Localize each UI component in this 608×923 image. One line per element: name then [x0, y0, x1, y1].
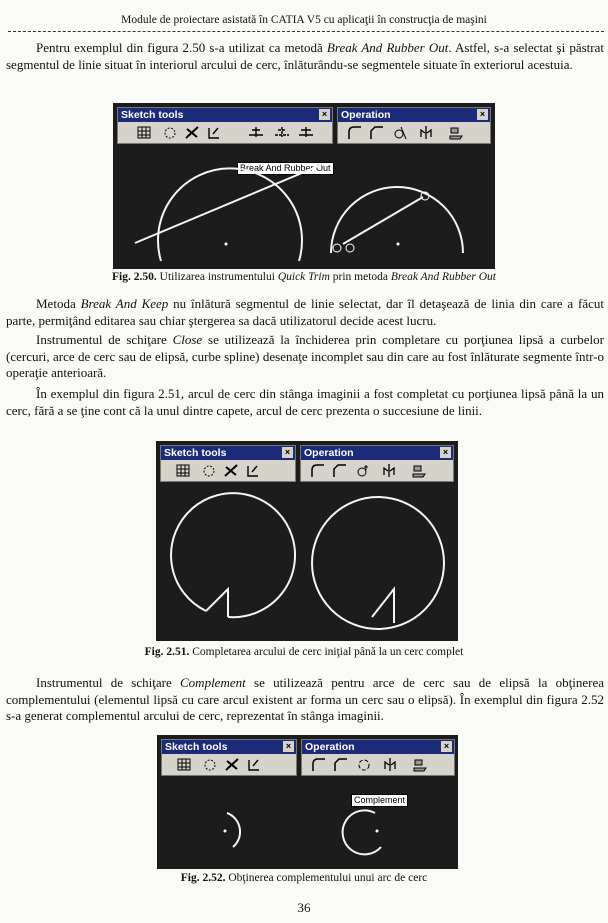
- close-icon[interactable]: ×: [477, 109, 488, 120]
- running-header: Module de proiectare asistată în CATIA V5 cu aplicaţii în construcţia de maşini: [121, 14, 487, 26]
- figure-2-51: [156, 441, 458, 641]
- operation-title: Operation: [305, 741, 355, 753]
- close-icon[interactable]: ×: [440, 447, 451, 458]
- close-icon[interactable]: ×: [282, 447, 293, 458]
- caption-2-50: Fig. 2.50. Utilizarea instrumentului Quick Trim prin metoda Break And Rubber Out: [112, 271, 496, 283]
- term-bro: Break And Rubber Out: [326, 40, 449, 55]
- sketch-canvas-2-50: [113, 103, 495, 269]
- paragraph-5: Instrumentul de schiţare Complement se utilizează pentru arce de cerc sau de elipsă la obţinerea complementului (elementul lipsă cu care arcul existent ar forma un cerc sau o elipsă). În exemplul din figura 2.52 s-a generat complementul arcului de cerc, reprezentat în stânga imaginii.: [6, 675, 604, 723]
- paragraph-3: Instrumentul de schiţare Close se utilizează la închiderea prin completare cu porţiunea lipsă a curbelor (cercuri, arce de cerc sau de elipsă, curbe spline) desenaţe incomplet sau din care au fost înlăturate segmente într-o operaţie anterioară.: [6, 332, 604, 380]
- caption-2-51: Fig. 2.51. Completarea arcului de cerc iniţial până la un cerc complet: [144, 646, 464, 658]
- paragraph-2: Metoda Break And Keep nu înlătură segmentul de linie selectat, dar îl detaşează de linia din care a făcut parte, permiţând editarea sau chiar ştergerea sa dacă utilizatorul decide acest lucru.: [6, 296, 604, 328]
- page-number: 36: [297, 900, 311, 915]
- sketch-tools-title: Sketch tools: [164, 447, 227, 459]
- tooltip-complement: Complement: [351, 794, 408, 807]
- tooltip-break-rubber-out: Break And Rubber Out: [237, 162, 334, 175]
- term-close: Close: [172, 332, 203, 347]
- figure-2-52: [157, 735, 458, 869]
- paragraph-1: Pentru exemplul din figura 2.50 s-a utilizat ca metodă Break And Rubber Out. Astfel, s-a selectat şi păstrat segmentul de linie situat în interiorul arcului de cerc, înlăturându-se segmentele situate în exteriorul acestuia.: [6, 40, 604, 72]
- close-icon[interactable]: ×: [441, 741, 452, 752]
- figure-2-50: [113, 103, 495, 269]
- operation-title: Operation: [341, 109, 391, 121]
- close-icon[interactable]: ×: [283, 741, 294, 752]
- sketch-tools-title: Sketch tools: [121, 109, 184, 121]
- caption-2-52: Fig. 2.52. Obţinerea complementului unui arc de cerc: [180, 872, 428, 884]
- term-bak: Break And Keep: [80, 296, 169, 311]
- close-icon[interactable]: ×: [319, 109, 330, 120]
- sketch-canvas-2-52: [157, 735, 458, 869]
- term-complement: Complement: [180, 675, 246, 690]
- paragraph-4: În exemplul din figura 2.51, arcul de cerc din stânga imaginii a fost completat cu porţiunea lipsă până la un cerc, fără a se ţine cont că la unul dintre capete, arcul de cerc prezenta o succesiune de linii.: [6, 386, 604, 418]
- sketch-tools-title: Sketch tools: [165, 741, 228, 753]
- sketch-canvas-2-51: [156, 441, 458, 641]
- operation-title: Operation: [304, 447, 354, 459]
- header-rule: [8, 31, 604, 32]
